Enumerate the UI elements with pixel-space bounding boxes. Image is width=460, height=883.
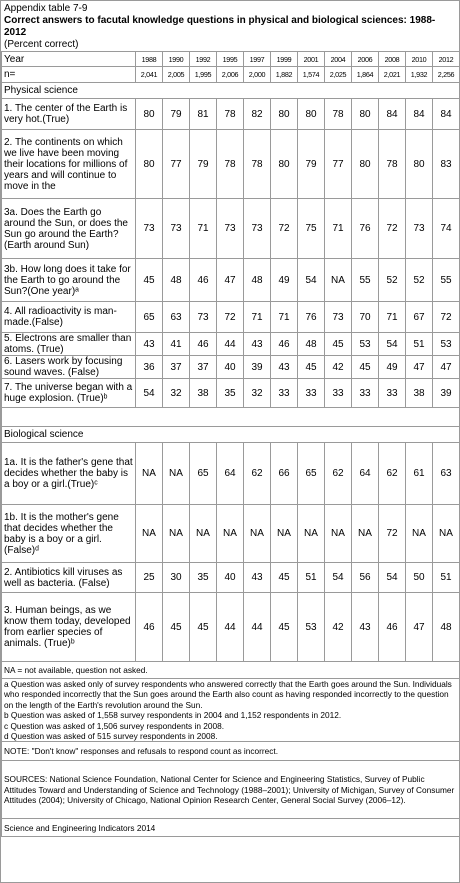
year-header-cell: 1988 [136,52,163,67]
percent-cell: 46 [379,593,406,662]
percent-cell: 77 [163,130,190,199]
question-label: 1. The center of the Earth is very hot.(True) [2,99,136,130]
percent-cell: 42 [325,593,352,662]
percent-cell: 39 [244,356,271,379]
spacer-cell [2,408,460,427]
percent-cell: 76 [298,302,325,333]
sample-size-cell: 1,864 [352,67,379,83]
percent-cell: 82 [244,99,271,130]
percent-cell: 45 [325,333,352,356]
percent-cell: 73 [244,199,271,259]
percent-cell: 45 [271,563,298,593]
table-row [2,505,460,563]
percent-cell: 32 [244,379,271,408]
table-header [1,1,459,51]
year-header-cell: 1995 [217,52,244,67]
percent-cell: 46 [271,333,298,356]
percent-cell: 50 [406,563,433,593]
table-row [2,302,460,333]
question-label: 1b. It is the mother's gene that decides whether the baby is a boy or a girl.(False)ᵈ [2,505,136,563]
percent-cell: 36 [136,356,163,379]
percent-cell: NA [136,443,163,505]
data-table [1,51,460,837]
year-header-cell: 2012 [433,52,460,67]
percent-cell: 40 [217,563,244,593]
percent-cell: 76 [352,199,379,259]
table-row [2,130,460,199]
percent-cell: 38 [190,379,217,408]
question-label: 3. Human beings, as we know them today, developed from earlier species of animals. (True)ᵇ [2,593,136,662]
percent-cell: 74 [433,199,460,259]
percent-cell: 47 [217,259,244,302]
note-text: NOTE: "Don't know" responses and refusals to respond count as incorrect. [2,742,460,761]
percent-cell: 67 [406,302,433,333]
section-header-row [2,427,460,443]
sample-size-cell: 1,932 [406,67,433,83]
percent-cell: 33 [298,379,325,408]
question-label: 3b. How long does it take for the Earth to go around the Sun?(One year)ᵃ [2,259,136,302]
percent-cell: 39 [433,379,460,408]
percent-cell: 48 [433,593,460,662]
footnote-notes-row [2,679,460,742]
percent-cell: NA [244,505,271,563]
percent-cell: 42 [325,356,352,379]
table-row [2,333,460,356]
sample-size-row [2,67,460,83]
percent-cell: 62 [244,443,271,505]
percent-cell: 43 [136,333,163,356]
percent-cell: 45 [190,593,217,662]
table-row [2,199,460,259]
question-label: 1a. It is the father's gene that decides whether the baby is a boy or a girl.(True)ᶜ [2,443,136,505]
percent-cell: 65 [136,302,163,333]
percent-cell: 62 [325,443,352,505]
percent-cell: 51 [433,563,460,593]
table-row [2,259,460,302]
table-subtitle: (Percent correct) [4,39,79,50]
percent-cell: 73 [136,199,163,259]
percent-cell: 43 [271,356,298,379]
percent-cell: 78 [325,99,352,130]
percent-cell: NA [163,443,190,505]
percent-cell: 49 [379,356,406,379]
percent-cell: 43 [352,593,379,662]
percent-cell: 54 [325,563,352,593]
sample-size-cell: 1,995 [190,67,217,83]
percent-cell: 84 [379,99,406,130]
question-label: 5. Electrons are smaller than atoms. (True) [2,333,136,356]
percent-cell: 35 [217,379,244,408]
percent-cell: 80 [271,99,298,130]
table-row [2,99,460,130]
percent-cell: 56 [352,563,379,593]
percent-cell: 38 [406,379,433,408]
percent-cell: 40 [217,356,244,379]
footnote-item: a Question was asked only of survey respondents who answered correctly that the Earth goes around the Sun. Individuals who responded incorrectly that the Sun goes around the Earth also count as having responded incorrectly to the question on the length of the Earth's revolution around the Sun. [4,679,452,710]
percent-cell: 72 [379,505,406,563]
percent-cell: 65 [190,443,217,505]
percent-cell: 71 [190,199,217,259]
footnote-item: d Question was asked of 515 survey respondents in 2008. [4,731,218,742]
percent-cell: 84 [433,99,460,130]
percent-cell: 84 [406,99,433,130]
percent-cell: 53 [433,333,460,356]
section-title: Biological science [2,427,460,443]
question-label: 7. The universe began with a huge explosion. (True)ᵇ [2,379,136,408]
percent-cell: 43 [244,333,271,356]
percent-cell: 41 [163,333,190,356]
percent-cell: NA [325,259,352,302]
percent-cell: 71 [271,302,298,333]
percent-cell: NA [217,505,244,563]
percent-cell: 44 [217,593,244,662]
percent-cell: 80 [298,99,325,130]
footnote-na-row [2,662,460,679]
sample-size-cell: 1,882 [271,67,298,83]
percent-cell: 80 [271,130,298,199]
percent-cell: NA [406,505,433,563]
percent-cell: 80 [136,130,163,199]
percent-cell: NA [190,505,217,563]
percent-cell: 53 [298,593,325,662]
percent-cell: 81 [190,99,217,130]
percent-cell: 64 [217,443,244,505]
percent-cell: 75 [298,199,325,259]
year-header-cell: 1999 [271,52,298,67]
publication-text: Science and Engineering Indicators 2014 [2,819,460,837]
percent-cell: 54 [379,563,406,593]
percent-cell: 45 [163,593,190,662]
year-header-label: Year [2,52,136,67]
percent-cell: 64 [352,443,379,505]
percent-cell: 71 [244,302,271,333]
year-header-cell: 2008 [379,52,406,67]
percent-cell: 78 [244,130,271,199]
percent-cell: 47 [433,356,460,379]
percent-cell: 72 [217,302,244,333]
percent-cell: 66 [271,443,298,505]
percent-cell: 77 [325,130,352,199]
footnote-item: b Question was asked of 1,558 survey respondents in 2004 and 1,152 respondents in 2012. [4,710,342,721]
question-label: 3a. Does the Earth go around the Sun, or does the Sun go around the Earth? (Earth around Sun) [2,199,136,259]
publication-row [2,819,460,837]
percent-cell: 46 [190,259,217,302]
sample-size-cell: 2,021 [379,67,406,83]
percent-cell: 80 [352,99,379,130]
percent-cell: 43 [244,563,271,593]
percent-cell: 70 [352,302,379,333]
percent-cell: 49 [271,259,298,302]
percent-cell: NA [271,505,298,563]
percent-cell: 55 [433,259,460,302]
percent-cell: 63 [163,302,190,333]
percent-cell: 78 [217,130,244,199]
year-header-cell: 2006 [352,52,379,67]
percent-cell: 48 [163,259,190,302]
footnote-item: c Question was asked of 1,506 survey respondents in 2008. [4,720,225,731]
percent-cell: 73 [325,302,352,333]
year-header-row [2,52,460,67]
percent-cell: 52 [379,259,406,302]
percent-cell: 73 [217,199,244,259]
percent-cell: 73 [190,302,217,333]
percent-cell: 78 [379,130,406,199]
percent-cell: 83 [433,130,460,199]
percent-cell: 48 [244,259,271,302]
percent-cell: 44 [217,333,244,356]
percent-cell: 61 [406,443,433,505]
percent-cell: NA [352,505,379,563]
percent-cell: 72 [271,199,298,259]
percent-cell: 80 [136,99,163,130]
question-label: 4. All radioactivity is man-made.(False) [2,302,136,333]
percent-cell: 48 [298,333,325,356]
percent-cell: NA [298,505,325,563]
percent-cell: 33 [379,379,406,408]
percent-cell: 46 [136,593,163,662]
year-header-cell: 1997 [244,52,271,67]
percent-cell: 35 [190,563,217,593]
percent-cell: 80 [352,130,379,199]
percent-cell: 33 [325,379,352,408]
section-spacer-row [2,408,460,427]
note-row [2,742,460,761]
percent-cell: 79 [163,99,190,130]
footnotes-block [2,679,460,742]
percent-cell: NA [433,505,460,563]
percent-cell: 72 [379,199,406,259]
percent-cell: 46 [190,333,217,356]
percent-cell: 73 [406,199,433,259]
table-row [2,563,460,593]
percent-cell: 52 [406,259,433,302]
sample-size-cell: 2,025 [325,67,352,83]
percent-cell: 45 [136,259,163,302]
percent-cell: 44 [244,593,271,662]
percent-cell: 45 [271,593,298,662]
percent-cell: 37 [190,356,217,379]
appendix-label: Appendix table 7-9 [4,3,88,14]
percent-cell: 47 [406,593,433,662]
percent-cell: 45 [352,356,379,379]
percent-cell: 37 [163,356,190,379]
table-title: Correct answers to facutal knowledge questions in physical and biological sciences: 1988-2012 [4,15,436,38]
table-row [2,443,460,505]
percent-cell: 65 [298,443,325,505]
percent-cell: 73 [163,199,190,259]
year-header-cell: 2001 [298,52,325,67]
section-title: Physical science [2,83,460,99]
percent-cell: 62 [379,443,406,505]
percent-cell: 54 [298,259,325,302]
percent-cell: 54 [379,333,406,356]
sample-size-cell: 2,000 [244,67,271,83]
percent-cell: 51 [406,333,433,356]
percent-cell: 71 [325,199,352,259]
table-row [2,593,460,662]
percent-cell: NA [163,505,190,563]
year-header-cell: 1990 [163,52,190,67]
percent-cell: 33 [352,379,379,408]
percent-cell: 30 [163,563,190,593]
percent-cell: 63 [433,443,460,505]
year-header-cell: 1992 [190,52,217,67]
sample-size-cell: 1,574 [298,67,325,83]
percent-cell: 54 [136,379,163,408]
percent-cell: 79 [190,130,217,199]
percent-cell: 45 [298,356,325,379]
percent-cell: 25 [136,563,163,593]
percent-cell: 71 [379,302,406,333]
table-row [2,356,460,379]
na-footnote: NA = not available, question not asked. [2,662,460,679]
sources-text: SOURCES: National Science Foundation, National Center for Science and Engineering Statistics, Survey of Public Attitudes Toward and Understanding of Science and Technology (1988–2001); University of Michigan, Survey of Consumer Attitudes (2004); University of Chicago, National Opinion Research Center, General Social Survey (2006–12). [2,761,460,819]
table-row [2,379,460,408]
sample-size-cell: 2,005 [163,67,190,83]
year-header-cell: 2010 [406,52,433,67]
percent-cell: 78 [217,99,244,130]
percent-cell: 33 [271,379,298,408]
percent-cell: 79 [298,130,325,199]
percent-cell: NA [136,505,163,563]
year-header-cell: 2004 [325,52,352,67]
sample-size-label: n= [2,67,136,83]
percent-cell: 32 [163,379,190,408]
sources-row [2,761,460,819]
section-header-row [2,83,460,99]
sample-size-cell: 2,256 [433,67,460,83]
question-label: 2. Antibiotics kill viruses as well as bacteria. (False) [2,563,136,593]
percent-cell: 51 [298,563,325,593]
percent-cell: 80 [406,130,433,199]
percent-cell: 55 [352,259,379,302]
percent-cell: 47 [406,356,433,379]
question-label: 6. Lasers work by focusing sound waves. (False) [2,356,136,379]
percent-cell: 72 [433,302,460,333]
sample-size-cell: 2,006 [217,67,244,83]
percent-cell: 53 [352,333,379,356]
percent-cell: NA [325,505,352,563]
sample-size-cell: 2,041 [136,67,163,83]
question-label: 2. The continents on which we live have been moving their locations for millions of years and will continue to move in the [2,130,136,199]
